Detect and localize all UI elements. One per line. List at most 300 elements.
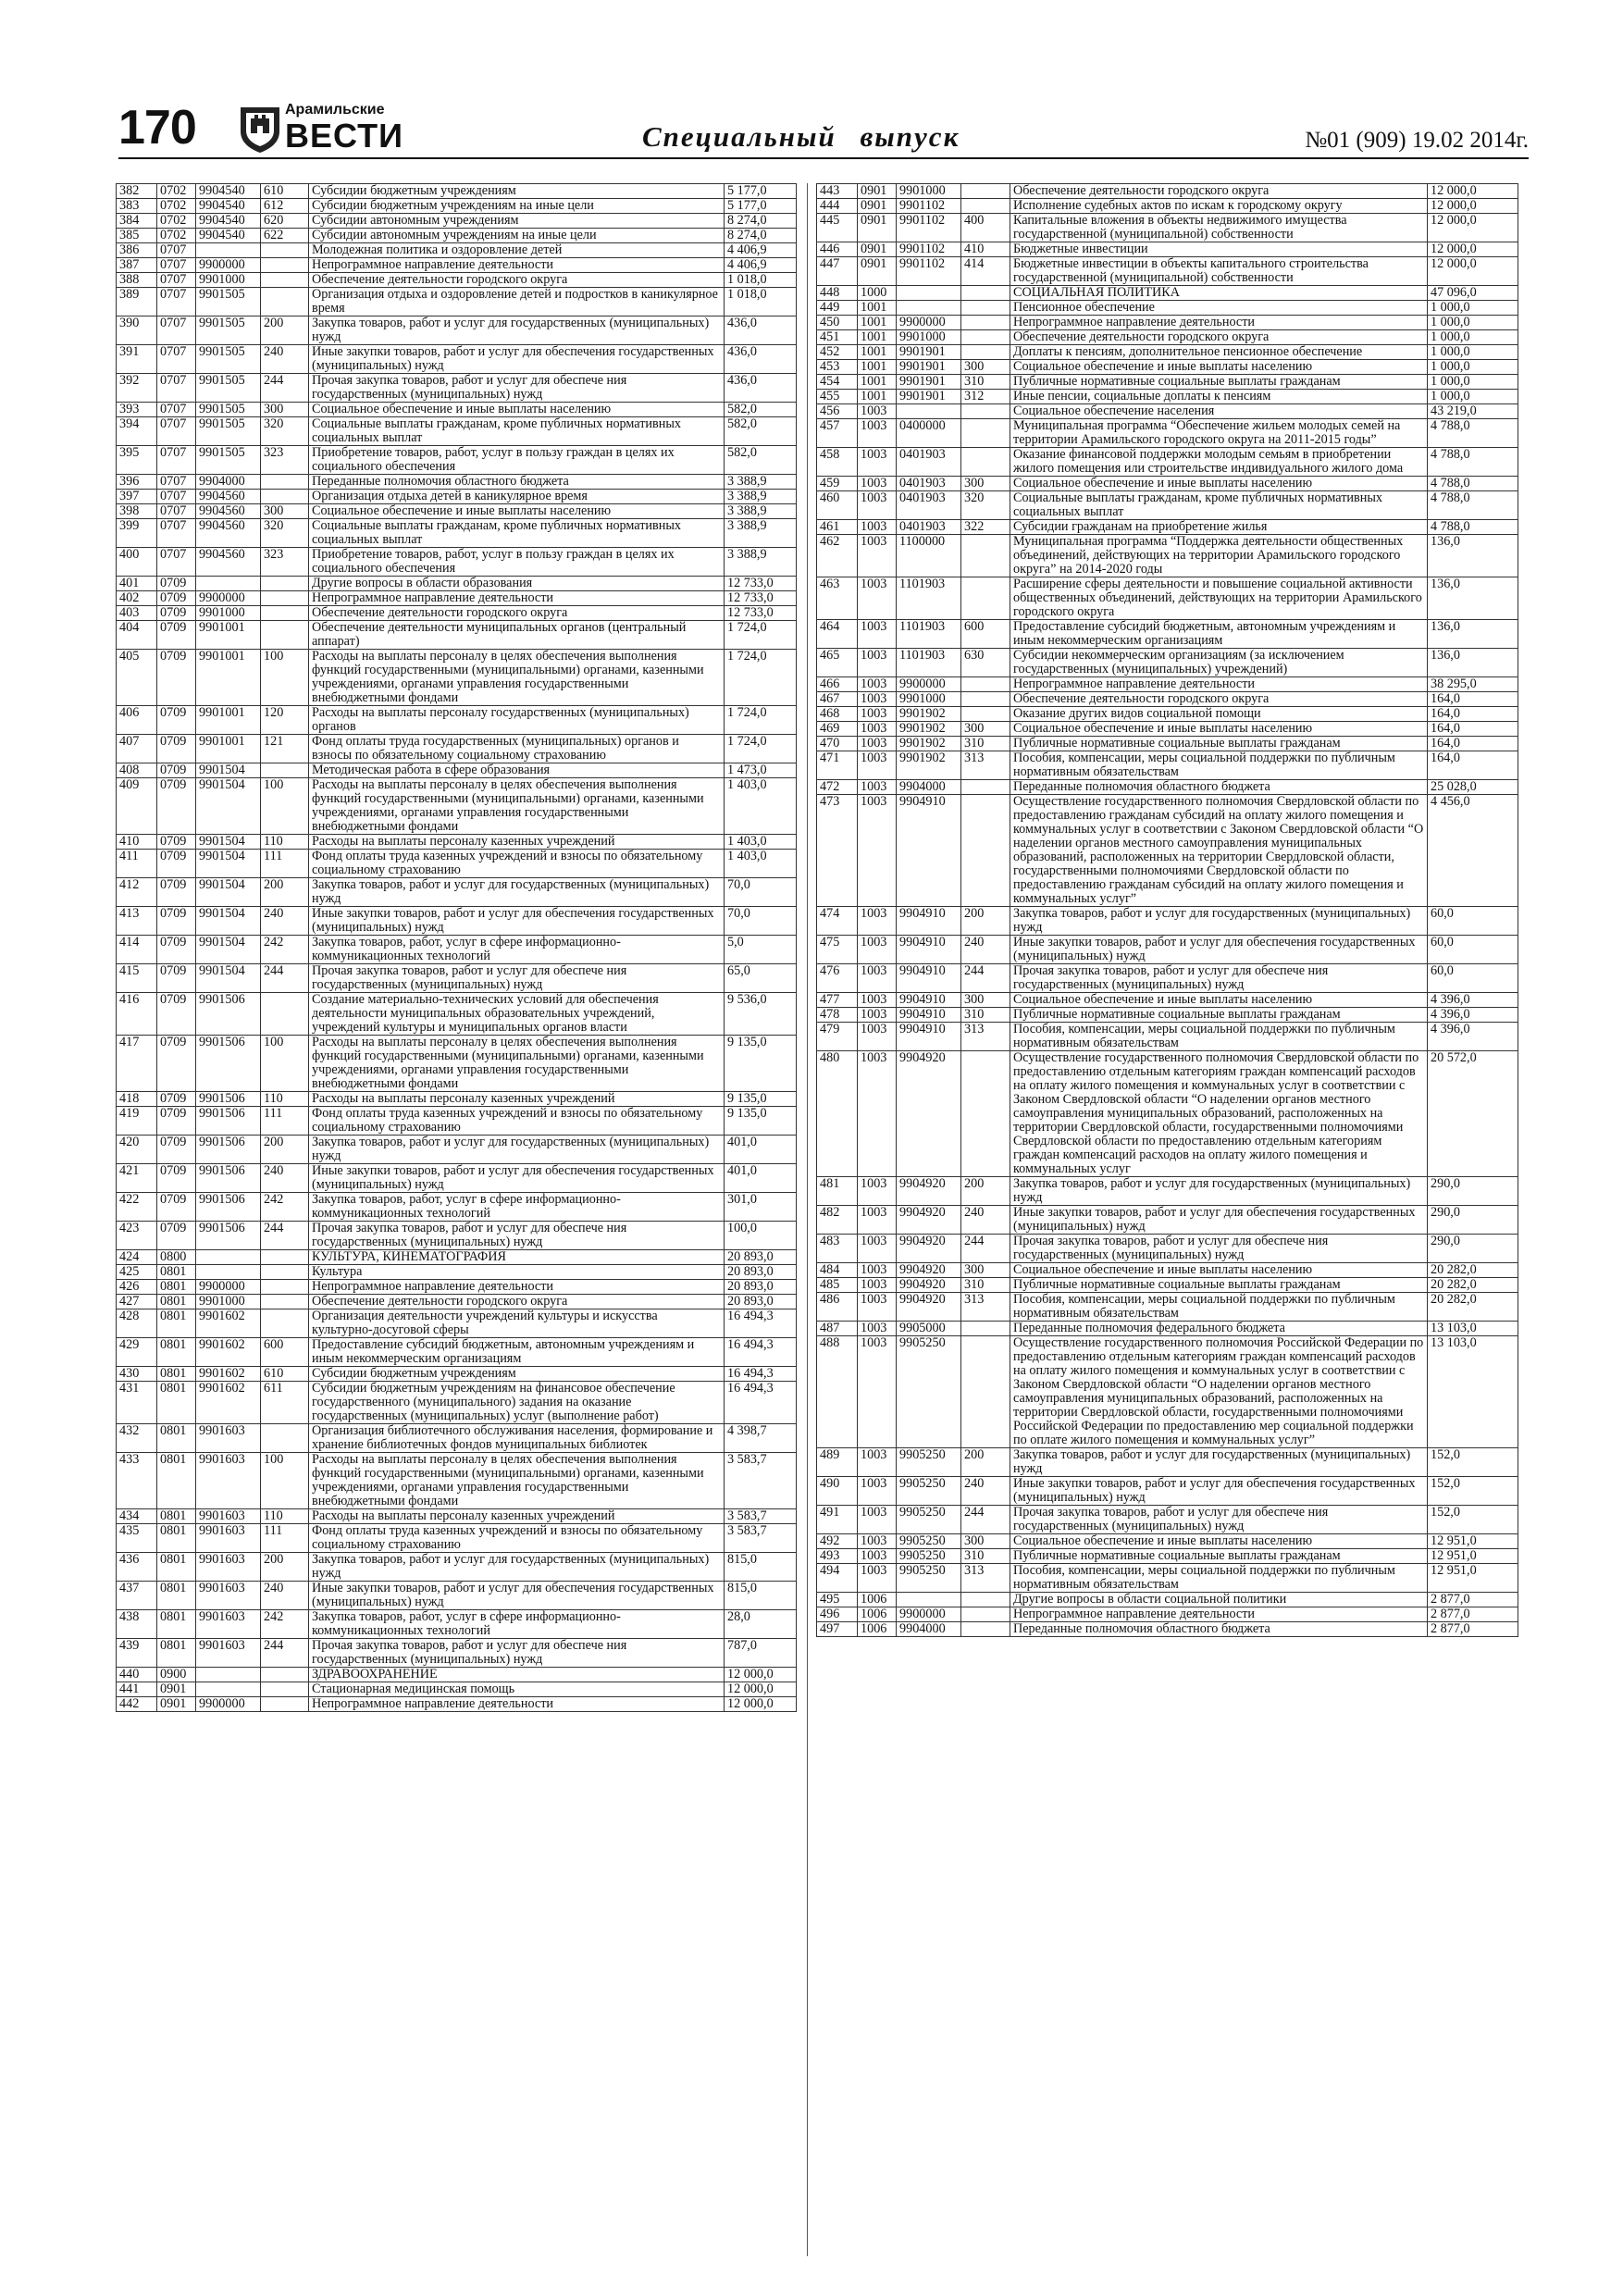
expense-type-code: 323 [261,548,309,577]
item-name: Молодежная политика и оздоровление детей [309,243,725,258]
expense-type-code: 200 [261,1136,309,1164]
row-number: 400 [117,548,157,577]
amount: 4 406,9 [725,258,797,273]
item-name: Расходы на выплаты персоналу в целях обеспечения выполнения функций государственными (муниципальными) органами, казенными учреждениями, органами управления государственными внебюджетными фондами [309,778,725,835]
section-code: 1003 [858,964,897,993]
expense-type-code: 313 [961,1564,1010,1593]
expense-type-code: 310 [961,1549,1010,1564]
section-code: 1003 [858,620,897,649]
target-code: 9901505 [196,403,261,417]
amount: 65,0 [725,964,797,993]
table-row [117,1164,797,1193]
amount: 3 583,7 [725,1524,797,1553]
item-name: Социальное обеспечение и иные выплаты населению [309,403,725,417]
target-code: 9901505 [196,316,261,345]
row-number: 491 [817,1506,858,1534]
section-code: 1001 [858,360,897,375]
amount: 12 733,0 [725,606,797,621]
expense-type-code: 242 [261,936,309,964]
table-row [817,692,1518,707]
target-code: 9901504 [196,878,261,907]
amount: 164,0 [1428,722,1518,737]
item-name: Субсидии бюджетным учреждениям [309,184,725,199]
item-name: Социальное обеспечение и иные выплаты населению [1010,360,1428,375]
section-code: 1003 [858,520,897,535]
expense-type-code: 310 [961,375,1010,390]
amount: 100,0 [725,1222,797,1250]
target-code: 9904000 [897,780,961,795]
row-number: 443 [817,184,858,199]
amount: 136,0 [1428,649,1518,677]
item-name: Субсидии автономным учреждениям на иные цели [309,229,725,243]
expense-type-code: 310 [961,1278,1010,1293]
row-number: 401 [117,577,157,591]
amount: 4 456,0 [1428,795,1518,907]
row-number: 496 [817,1607,858,1622]
section-code: 0801 [157,1610,196,1639]
amount: 16 494,3 [725,1382,797,1424]
target-code: 9901505 [196,288,261,316]
amount: 290,0 [1428,1177,1518,1206]
expense-type-code [961,1051,1010,1177]
expense-type-code [261,577,309,591]
target-code: 9901000 [897,692,961,707]
target-code: 9901505 [196,374,261,403]
expense-type-code [961,448,1010,477]
item-name: Субсидии некоммерческим организациям (за исключением государственных (муниципальных) учреждений) [1010,649,1428,677]
item-name: Расходы на выплаты персоналу в целях обеспечения выполнения функций государственными (муниципальными) органами, казенными учреждениями, органами управления государственными внебюджетными фондами [309,1453,725,1509]
row-number: 438 [117,1610,157,1639]
section-code: 1003 [858,1322,897,1336]
table-row [117,288,797,316]
row-number: 435 [117,1524,157,1553]
amount: 1 403,0 [725,778,797,835]
section-code: 0707 [157,345,196,374]
section-code: 1003 [858,1336,897,1448]
section-code: 0707 [157,548,196,577]
amount: 136,0 [1428,577,1518,620]
section-code: 1003 [858,1263,897,1278]
table-row [117,993,797,1036]
expense-type-code [261,490,309,504]
table-row [817,242,1518,257]
table-row [117,936,797,964]
target-code: 9901000 [897,184,961,199]
row-number: 471 [817,751,858,780]
expense-type-code: 300 [961,1534,1010,1549]
target-code [196,1682,261,1697]
amount: 16 494,3 [725,1367,797,1382]
target-code: 9905250 [897,1534,961,1549]
section-code: 0709 [157,936,196,964]
expense-type-code: 200 [261,1553,309,1582]
amount: 12 951,0 [1428,1549,1518,1564]
table-row [117,1382,797,1424]
expense-type-code: 111 [261,1107,309,1136]
item-name: КУЛЬТУРА, КИНЕМАТОГРАФИЯ [309,1250,725,1265]
expense-type-code: 121 [261,735,309,763]
table-row [117,1668,797,1682]
amount: 1 000,0 [1428,316,1518,330]
table-row [117,1639,797,1668]
expense-type-code: 244 [961,964,1010,993]
table-row [117,650,797,706]
table-row [117,1610,797,1639]
table-row [117,1367,797,1382]
item-name: Прочая закупка товаров, работ и услуг для обеспече ния государственных (муниципальных) нужд [1010,1235,1428,1263]
expense-type-code: 410 [961,242,1010,257]
expense-type-code: 111 [261,850,309,878]
amount: 4 396,0 [1428,993,1518,1008]
target-code: 9900000 [196,1280,261,1295]
section-code: 0709 [157,1222,196,1250]
table-row [117,504,797,519]
section-code: 0707 [157,374,196,403]
target-code: 9901901 [897,390,961,404]
target-code: 9901505 [196,417,261,446]
expense-type-code: 244 [961,1235,1010,1263]
section-code: 1003 [858,535,897,577]
table-row [817,1278,1518,1293]
section-code: 0707 [157,243,196,258]
row-number: 382 [117,184,157,199]
section-code: 1003 [858,692,897,707]
row-number: 466 [817,677,858,692]
row-number: 387 [117,258,157,273]
target-code: 9901001 [196,735,261,763]
table-row [117,258,797,273]
section-code: 1003 [858,907,897,936]
section-code: 0900 [157,1668,196,1682]
row-number: 444 [817,199,858,214]
table-row [817,375,1518,390]
row-number: 486 [817,1293,858,1322]
expense-type-code: 600 [261,1338,309,1367]
amount: 164,0 [1428,692,1518,707]
section-code: 1003 [858,737,897,751]
expense-type-code [961,419,1010,448]
item-name: Иные закупки товаров, работ и услуг для обеспечения государственных (муниципальных) нужд [309,345,725,374]
expense-type-code: 200 [261,878,309,907]
target-code [897,404,961,419]
table-row [817,477,1518,491]
budget-table-right [816,183,1518,1637]
amount: 4 788,0 [1428,491,1518,520]
target-code: 9904560 [196,504,261,519]
amount: 4 788,0 [1428,448,1518,477]
expense-type-code: 630 [961,649,1010,677]
item-name: Организация отдыха детей в каникулярное время [309,490,725,504]
row-number: 388 [117,273,157,288]
amount: 12 000,0 [725,1668,797,1682]
target-code: 9901902 [897,707,961,722]
section-code: 0709 [157,706,196,735]
table-row [817,964,1518,993]
item-name: Социальное обеспечение населения [1010,404,1428,419]
item-name: Закупка товаров, работ, услуг в сфере информационно-коммуникационных технологий [309,1193,725,1222]
item-name: Пособия, компенсации, меры социальной поддержки по публичным нормативным обязательствам [1010,1564,1428,1593]
item-name: Фонд оплаты труда казенных учреждений и взносы по обязательному социальному страхованию [309,1107,725,1136]
table-row [117,184,797,199]
target-code: 9900000 [196,258,261,273]
amount: 70,0 [725,878,797,907]
row-number: 412 [117,878,157,907]
amount: 436,0 [725,345,797,374]
table-row [117,1582,797,1610]
target-code: 9901603 [196,1424,261,1453]
expense-type-code [961,1593,1010,1607]
expense-type-code [961,795,1010,907]
target-code: 0401903 [897,448,961,477]
row-number: 442 [117,1697,157,1712]
table-row [117,1280,797,1295]
target-code: 9901505 [196,446,261,475]
row-number: 452 [817,345,858,360]
table-row [117,850,797,878]
target-code: 9901901 [897,345,961,360]
row-number: 398 [117,504,157,519]
section-code: 1001 [858,390,897,404]
expense-type-code: 240 [961,1206,1010,1235]
amount: 1 403,0 [725,850,797,878]
target-code: 9901902 [897,722,961,737]
expense-type-code: 244 [261,964,309,993]
section-code: 1003 [858,577,897,620]
row-number: 433 [117,1453,157,1509]
item-name: Культура [309,1265,725,1280]
row-number: 455 [817,390,858,404]
target-code: 9904910 [897,964,961,993]
amount: 12 000,0 [725,1697,797,1712]
table-row [117,706,797,735]
row-number: 480 [817,1051,858,1177]
item-name: ЗДРАВООХРАНЕНИЕ [309,1668,725,1682]
section-code: 0709 [157,1136,196,1164]
table-row [817,577,1518,620]
table-row [117,548,797,577]
section-code: 0901 [858,184,897,199]
section-code: 0709 [157,621,196,650]
item-name: Обеспечение деятельности городского округа [309,606,725,621]
item-name: Прочая закупка товаров, работ и услуг для обеспече ния государственных (муниципальных) нужд [1010,964,1428,993]
target-code: 9904540 [196,184,261,199]
row-number: 497 [817,1622,858,1637]
row-number: 393 [117,403,157,417]
table-row [817,1293,1518,1322]
target-code: 9900000 [196,591,261,606]
target-code: 9901504 [196,778,261,835]
item-name: Прочая закупка товаров, работ и услуг для обеспече ния государственных (муниципальных) нужд [309,374,725,403]
table-row [117,1509,797,1524]
section-code: 1003 [858,993,897,1008]
section-code: 0709 [157,850,196,878]
amount: 9 135,0 [725,1036,797,1092]
amount: 12 000,0 [1428,199,1518,214]
header-rule [118,157,1529,159]
table-row [117,1193,797,1222]
item-name: Муниципальная программа “Обеспечение жильем молодых семей на территории Арамильского городского округа на 2011-2015 годы” [1010,419,1428,448]
row-number: 477 [817,993,858,1008]
row-number: 459 [817,477,858,491]
amount: 1 018,0 [725,273,797,288]
section-code: 1003 [858,780,897,795]
amount: 12 733,0 [725,577,797,591]
amount: 2 877,0 [1428,1593,1518,1607]
item-name: Оказание других видов социальной помощи [1010,707,1428,722]
expense-type-code: 312 [961,390,1010,404]
section-code: 1003 [858,1177,897,1206]
item-name: Предоставление субсидий бюджетным, автономным учреждениям и иным некоммерческим организациям [1010,620,1428,649]
item-name: Расходы на выплаты персоналу казенных учреждений [309,1509,725,1524]
table-row [817,491,1518,520]
target-code: 9901001 [196,650,261,706]
section-title: Специальный выпуск [642,120,960,153]
table-row [817,316,1518,330]
item-name: Непрограммное направление деятельности [309,1280,725,1295]
row-number: 460 [817,491,858,520]
target-code: 9904920 [897,1278,961,1293]
row-number: 468 [817,707,858,722]
table-row [117,490,797,504]
expense-type-code: 110 [261,835,309,850]
table-row [817,677,1518,692]
target-code: 9901603 [196,1582,261,1610]
target-code: 9901603 [196,1524,261,1553]
section-code: 0901 [157,1697,196,1712]
section-code: 0702 [157,199,196,214]
section-code: 0702 [157,229,196,243]
amount: 3 388,9 [725,519,797,548]
expense-type-code: 200 [261,316,309,345]
amount: 20 282,0 [1428,1263,1518,1278]
budget-table-left [116,183,797,1712]
section-code: 0709 [157,735,196,763]
item-name: Непрограммное направление деятельности [1010,316,1428,330]
expense-type-code: 610 [261,184,309,199]
row-number: 414 [117,936,157,964]
expense-type-code [961,692,1010,707]
row-number: 389 [117,288,157,316]
table-row [817,1336,1518,1448]
row-number: 434 [117,1509,157,1524]
expense-type-code: 414 [961,257,1010,286]
amount: 136,0 [1428,535,1518,577]
item-name: Закупка товаров, работ и услуг для государственных (муниципальных) нужд [309,1136,725,1164]
item-name: Иные закупки товаров, работ и услуг для обеспечения государственных (муниципальных) нужд [1010,1477,1428,1506]
table-row [117,475,797,490]
amount: 20 893,0 [725,1265,797,1280]
item-name: Пособия, компенсации, меры социальной поддержки по публичным нормативным обязательствам [1010,1293,1428,1322]
table-row [117,446,797,475]
amount: 60,0 [1428,907,1518,936]
item-name: Стационарная медицинская помощь [309,1682,725,1697]
item-name: Фонд оплаты труда казенных учреждений и взносы по обязательному социальному страхованию [309,1524,725,1553]
table-row [117,345,797,374]
expense-type-code [261,475,309,490]
section-code: 0707 [157,258,196,273]
section-code: 1006 [858,1593,897,1607]
target-code: 9901001 [196,706,261,735]
table-row [817,1051,1518,1177]
expense-type-code: 240 [961,1477,1010,1506]
item-name: Субсидии автономным учреждениям [309,214,725,229]
table-row [817,993,1518,1008]
section-code: 0901 [157,1682,196,1697]
table-row [817,1593,1518,1607]
expense-type-code: 600 [961,620,1010,649]
row-number: 386 [117,243,157,258]
row-number: 458 [817,448,858,477]
table-row [117,1309,797,1338]
expense-type-code [261,1265,309,1280]
row-number: 484 [817,1263,858,1278]
amount: 60,0 [1428,964,1518,993]
table-row [117,214,797,229]
expense-type-code: 300 [961,722,1010,737]
table-row [117,273,797,288]
table-row [817,1506,1518,1534]
item-name: Осуществление государственного полномочия Свердловской области по предоставлению отдельным категориям граждан компенсаций расходов на оплату жилого помещения и коммунальных услуг в соответствии с Законом Свердловской области “О наделении органов местного самоуправления муниципальных образований, расположенных на территории Свердловской области, государственными полномочиями Свердловской области по предоставлению отдельным категориям граждан компенсаций расходов на оплату жилого помещения и коммунальных услуг [1010,1051,1428,1177]
section-code: 0801 [157,1453,196,1509]
row-number: 476 [817,964,858,993]
target-code: 9901602 [196,1367,261,1382]
expense-type-code: 244 [261,374,309,403]
expense-type-code [961,199,1010,214]
table-row [117,1265,797,1280]
section-code: 0801 [157,1424,196,1453]
expense-type-code [261,258,309,273]
item-name: Закупка товаров, работ, услуг в сфере информационно-коммуникационных технологий [309,1610,725,1639]
item-name: Расходы на выплаты персоналу в целях обеспечения выполнения функций государственными (муниципальными) органами, казенными учреждениями, органами управления государственными внебюджетными фондами [309,1036,725,1092]
target-code: 9904920 [897,1206,961,1235]
target-code: 9904540 [196,199,261,214]
section-code: 1000 [858,286,897,301]
target-code: 9901102 [897,242,961,257]
row-number: 423 [117,1222,157,1250]
expense-type-code [961,780,1010,795]
table-row [117,1136,797,1164]
expense-type-code [261,993,309,1036]
item-name: Предоставление субсидий бюджетным, автономным учреждениям и иным некоммерческим организациям [309,1338,725,1367]
item-name: Муниципальная программа “Поддержка деятельности общественных объединений, действующих на территории Арамильского городского округа” на 2014-2020 годы [1010,535,1428,577]
expense-type-code: 111 [261,1524,309,1553]
target-code [196,1668,261,1682]
item-name: Закупка товаров, работ и услуг для государственных (муниципальных) нужд [309,1553,725,1582]
target-code [897,301,961,316]
expense-type-code: 300 [261,504,309,519]
expense-type-code [961,1622,1010,1637]
table-row [817,649,1518,677]
section-code: 0709 [157,993,196,1036]
expense-type-code: 244 [261,1639,309,1668]
section-code: 0801 [157,1524,196,1553]
row-number: 456 [817,404,858,419]
table-row [817,404,1518,419]
target-code: 9904910 [897,795,961,907]
section-code: 0709 [157,1092,196,1107]
row-number: 413 [117,907,157,936]
item-name: Создание материально-технических условий для обеспечения деятельности муниципальных образовательных учреждений, учреждений культуры и муниципальных органов власти [309,993,725,1036]
item-name: Пособия, компенсации, меры социальной поддержки по публичным нормативным обязательствам [1010,751,1428,780]
amount: 815,0 [725,1582,797,1610]
expense-type-code: 622 [261,229,309,243]
expense-type-code: 612 [261,199,309,214]
target-code: 9901901 [897,360,961,375]
row-number: 405 [117,650,157,706]
row-number: 424 [117,1250,157,1265]
row-number: 421 [117,1164,157,1193]
target-code: 9905250 [897,1506,961,1534]
